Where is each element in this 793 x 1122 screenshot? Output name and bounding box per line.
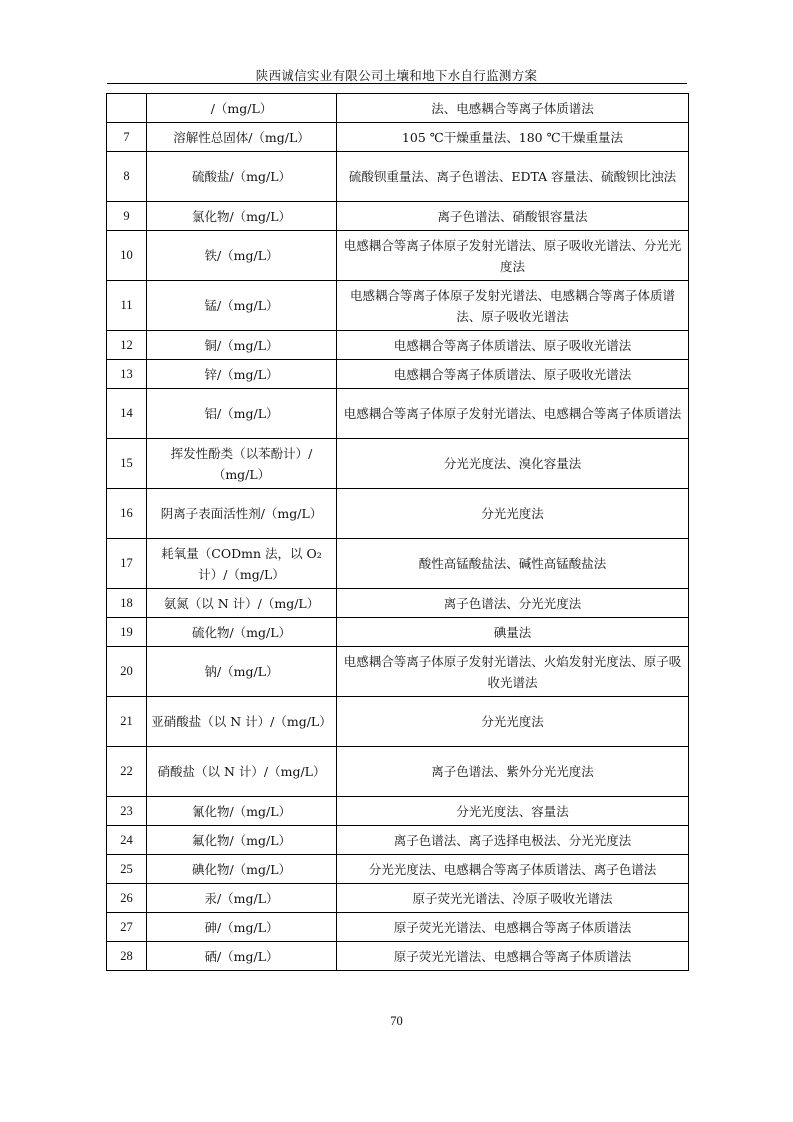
test-item-cell: 阴离子表面活性剂/（mg/L） [147,489,337,539]
test-item-cell: 硝酸盐（以 N 计）/（mg/L） [147,747,337,797]
table-row [107,489,689,539]
row-number-cell: 10 [107,231,147,281]
test-item-cell: 溶解性总固体/（mg/L） [147,123,337,152]
test-method-cell: 分光光度法、电感耦合等离子体质谱法、离子色谱法 [337,855,689,884]
row-number-cell: 16 [107,489,147,539]
table-row [107,360,689,389]
test-method-cell: 电感耦合等离子体原子发射光谱法、原子吸收光谱法、分光光度法 [337,231,689,281]
row-number-cell: 14 [107,389,147,439]
test-method-cell: 碘量法 [337,618,689,647]
row-number-cell: 19 [107,618,147,647]
test-item-cell: 硫化物/（mg/L） [147,618,337,647]
test-item-cell: 钠/（mg/L） [147,647,337,697]
table-row [107,281,689,331]
test-item-cell: 硫酸盐/（mg/L） [147,152,337,202]
test-method-cell: 分光光度法、溴化容量法 [337,439,689,489]
test-method-cell: 法、电感耦合等离子体质谱法 [337,94,689,123]
table-row [107,539,689,589]
test-item-cell: 铝/（mg/L） [147,389,337,439]
table-row [107,589,689,618]
row-number-cell: 7 [107,123,147,152]
test-method-cell: 离子色谱法、紫外分光光度法 [337,747,689,797]
row-number-cell: 22 [107,747,147,797]
test-method-cell: 电感耦合等离子体质谱法、原子吸收光谱法 [337,360,689,389]
row-number-cell: 8 [107,152,147,202]
table-row [107,123,689,152]
row-number-cell: 20 [107,647,147,697]
table-row [107,331,689,360]
table-row [107,855,689,884]
row-number-cell: 9 [107,202,147,231]
row-number-cell: 28 [107,942,147,971]
methods-table-body [107,94,689,971]
test-method-cell: 电感耦合等离子体原子发射光谱法、电感耦合等离子体质谱法 [337,389,689,439]
row-number-cell: 26 [107,884,147,913]
table-row [107,942,689,971]
test-method-cell: 电感耦合等离子体原子发射光谱法、电感耦合等离子体质谱法、原子吸收光谱法 [337,281,689,331]
row-number-cell: 15 [107,439,147,489]
table-row [107,389,689,439]
table-row [107,152,689,202]
test-method-cell: 分光光度法、容量法 [337,797,689,826]
table-row [107,884,689,913]
row-number-cell: 24 [107,826,147,855]
test-item-cell: 锌/（mg/L） [147,360,337,389]
test-item-cell: 氯化物/（mg/L） [147,202,337,231]
row-number-cell [107,94,147,123]
row-number-cell: 27 [107,913,147,942]
table-row [107,439,689,489]
test-method-cell: 分光光度法 [337,489,689,539]
test-method-cell: 电感耦合等离子体原子发射光谱法、火焰发射光度法、原子吸收光谱法 [337,647,689,697]
table-row [107,747,689,797]
test-method-cell: 分光光度法 [337,697,689,747]
page-number: 70 [390,1014,403,1028]
test-method-cell: 硫酸钡重量法、离子色谱法、EDTA 容量法、硫酸钡比浊法 [337,152,689,202]
test-item-cell: 硒/（mg/L） [147,942,337,971]
row-number-cell: 23 [107,797,147,826]
test-item-cell: 砷/（mg/L） [147,913,337,942]
test-item-cell: 氨氮（以 N 计）/（mg/L） [147,589,337,618]
test-method-cell: 离子色谱法、离子选择电极法、分光光度法 [337,826,689,855]
test-method-cell: 离子色谱法、硝酸银容量法 [337,202,689,231]
table-row [107,618,689,647]
test-method-cell: 离子色谱法、分光光度法 [337,589,689,618]
test-method-cell: 105 ℃干燥重量法、180 ℃干燥重量法 [337,123,689,152]
test-method-cell: 原子荧光光谱法、冷原子吸收光谱法 [337,884,689,913]
test-item-cell: 亚硝酸盐（以 N 计）/（mg/L） [147,697,337,747]
table-row [107,94,689,123]
test-item-cell: 挥发性酚类（以苯酚计）/（mg/L） [147,439,337,489]
test-item-cell: 铁/（mg/L） [147,231,337,281]
test-item-cell: 耗氧量（CODmn 法，以 O₂ 计）/（mg/L） [147,539,337,589]
table-row [107,826,689,855]
test-method-cell: 原子荧光光谱法、电感耦合等离子体质谱法 [337,942,689,971]
test-item-cell: 碘化物/（mg/L） [147,855,337,884]
row-number-cell: 12 [107,331,147,360]
page-header-title: 陕西诚信实业有限公司土壤和地下水自行监测方案 [255,68,538,83]
row-number-cell: 17 [107,539,147,589]
test-method-cell: 电感耦合等离子体质谱法、原子吸收光谱法 [337,331,689,360]
test-item-cell: 氟化物/（mg/L） [147,826,337,855]
test-item-cell: /（mg/L） [147,94,337,123]
row-number-cell: 21 [107,697,147,747]
header-rule [107,83,687,84]
test-method-cell: 原子荧光光谱法、电感耦合等离子体质谱法 [337,913,689,942]
test-method-cell: 酸性高锰酸盐法、碱性高锰酸盐法 [337,539,689,589]
methods-table [106,93,689,971]
table-row [107,697,689,747]
test-item-cell: 铜/（mg/L） [147,331,337,360]
test-item-cell: 汞/（mg/L） [147,884,337,913]
table-row [107,647,689,697]
row-number-cell: 11 [107,281,147,331]
table-row [107,797,689,826]
row-number-cell: 25 [107,855,147,884]
row-number-cell: 18 [107,589,147,618]
test-item-cell: 锰/（mg/L） [147,281,337,331]
test-item-cell: 氰化物/（mg/L） [147,797,337,826]
row-number-cell: 13 [107,360,147,389]
table-row [107,231,689,281]
table-row [107,202,689,231]
table-row [107,913,689,942]
